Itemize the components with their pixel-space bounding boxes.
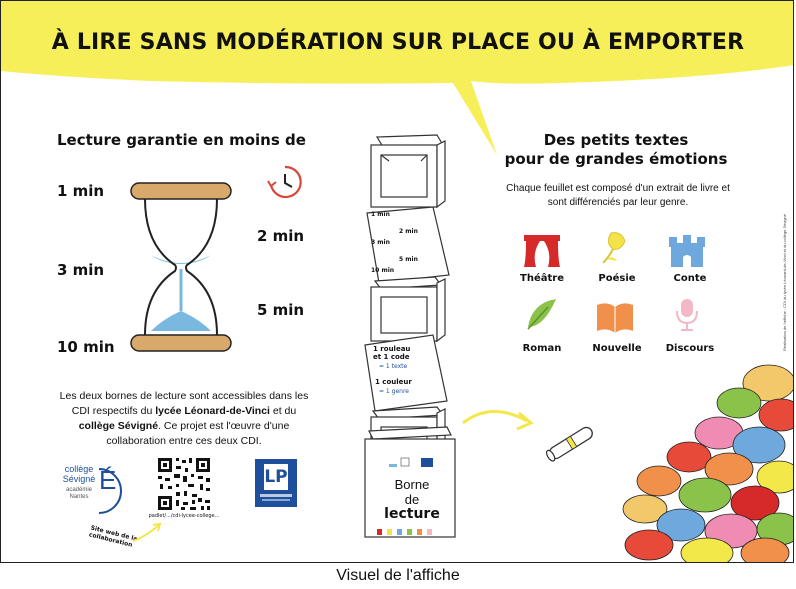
leonard-logo: LP: [255, 459, 297, 507]
tower-rule-2: 1 couleur: [375, 378, 412, 386]
microphone-icon: [667, 297, 707, 331]
speech-bubbles-illustration: [619, 353, 794, 563]
arrow-icon: [459, 399, 539, 443]
qr-code[interactable]: [156, 456, 212, 512]
genre-label-conte: Conte: [673, 273, 707, 284]
genre-label-discours: Discours: [665, 343, 715, 354]
castle-icon: [667, 233, 707, 267]
kiosk-base-label: Borne de lecture: [384, 477, 440, 522]
right-heading: Des petits textes pour de grandes émotions: [504, 131, 728, 168]
theater-curtain-icon: [522, 233, 562, 267]
clock-icon: [265, 163, 307, 201]
qr-caption: Site web de la collaboration: [88, 524, 139, 549]
scroll-icon: [541, 413, 601, 473]
qr-arrow-icon: [129, 519, 169, 545]
quill-icon: [522, 297, 562, 331]
sevigne-logo: É collège Sévigné académie Nantes: [61, 459, 123, 515]
svg-text:É: É: [99, 465, 117, 495]
genre-description: Chaque feuillet est composé d'un extrait de livre et sont différenciés par leur genre.: [506, 183, 730, 208]
time-label-5: 5 min: [257, 301, 305, 319]
tower-card-time-1: 1 min: [371, 211, 390, 218]
tower-card-time-5: 5 min: [399, 256, 418, 263]
time-label-2: 2 min: [257, 227, 305, 245]
left-heading: Lecture garantie en moins de: [57, 131, 306, 149]
poster-caption: Visuel de l'affiche: [336, 567, 460, 584]
genre-label-nouvelle: Nouvelle: [592, 343, 642, 354]
tower-rule-1: 1 rouleau et 1 code: [373, 345, 411, 361]
tower-card-time-2: 2 min: [399, 228, 418, 235]
tower-rule-1-sub: = 1 texte: [379, 363, 408, 370]
cdi-paragraph: Les deux bornes de lecture sont accessibles dans les CDI respectifs du lycée Léonard-de-Vinci et du collège Sévigné. Ce projet est l'œuvre d'une collaboration entre ces deux CDI.: [59, 390, 309, 447]
time-label-1: 1 min: [57, 182, 105, 200]
hourglass-icon: [125, 179, 237, 359]
time-label-3: 3 min: [57, 261, 105, 279]
tower-card-time-10: 10 min: [371, 267, 395, 274]
tower-rule-2-sub: = 1 genre: [379, 388, 409, 395]
genre-label-roman: Roman: [522, 343, 562, 354]
time-label-10: 10 min: [57, 338, 115, 356]
tower-card-time-3: 3 min: [371, 239, 390, 246]
qr-url: padlet/.../cdi-lycee-college...: [148, 513, 220, 519]
genre-label-theatre: Théâtre: [520, 273, 564, 284]
open-book-icon: [595, 299, 635, 333]
genre-label-poesie: Poésie: [598, 273, 636, 284]
vertical-credit: Réalisation de l'affiche : CDI du lycée Léonard-de-Vinci et du collège Sévigné: [782, 214, 787, 351]
page-title: À LIRE SANS MODÉRATION SUR PLACE OU À EMPORTER: [51, 30, 745, 55]
tulip-icon: [597, 229, 637, 263]
